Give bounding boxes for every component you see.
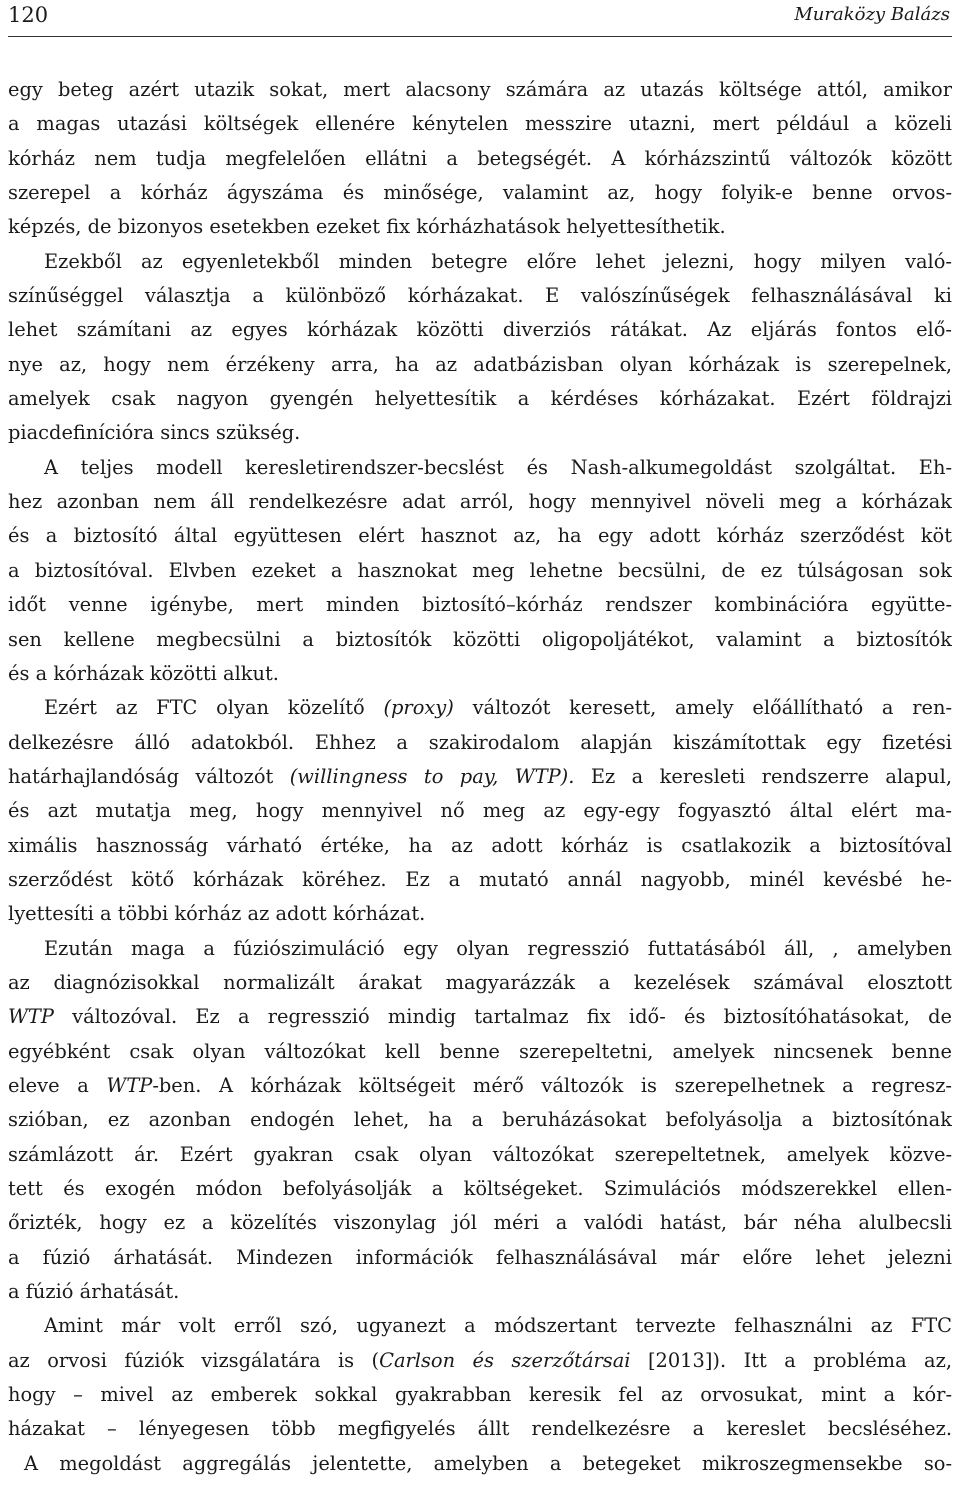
text-line: határhajlandóság változót (willingness to pay, WTP). Ez a keresleti rendszerre alapul, bbox=[8, 764, 952, 788]
text-line: és a kórházak közötti alkut. bbox=[8, 661, 279, 685]
text-line: A teljes modell keresletirendszer-becslést és Nash-alkumegoldást szolgáltat. Eh- bbox=[44, 455, 952, 479]
text-line: eleve a WTP-ben. A kórházak költségeit mérő változók is szerepelhetnek a regresz- bbox=[8, 1073, 952, 1097]
text-line: Ezután maga a fúziószimuláció egy olyan regresszió futtatásából áll, , amelyben bbox=[44, 936, 952, 960]
text-line: őrizték, hogy ez a közelítés viszonylag jól méri a valódi hatást, bár néha alulbecsli bbox=[8, 1211, 952, 1235]
text-line: Ezekből az egyenletekből minden betegre előre lehet jelezni, hogy milyen való- bbox=[44, 249, 952, 273]
text-line: a fúzió árhatását. bbox=[8, 1280, 180, 1304]
text-line: és azt mutatja meg, hogy mennyivel nő meg az egy-egy fogyasztó által elért ma- bbox=[8, 799, 952, 823]
text-line: az diagnózisokkal normalizált árakat magyarázzák a kezelések számával elosztott bbox=[8, 970, 952, 994]
running-head-author: Muraközy Balázs bbox=[794, 4, 950, 25]
header-rule bbox=[8, 36, 952, 37]
text-line: Ezért az FTC olyan közelítő (proxy) változót keresett, amely előállítható a ren- bbox=[44, 696, 952, 720]
body-text bbox=[8, 73, 952, 1481]
text-line: kórház nem tudja megfelelően ellátni a betegségét. A kórházszintű változók között bbox=[8, 146, 952, 170]
text-line: a fúzió árhatását. Mindezen információk felhasználásával már előre lehet jelezni bbox=[8, 1245, 952, 1269]
text-line: egyébként csak olyan változókat kell benne szerepeltetni, amelyek nincsenek benne bbox=[8, 1039, 952, 1063]
text-line: szióban, ez azonban endogén lehet, ha a beruházásokat befolyásolja a biztosítónak bbox=[8, 1108, 952, 1132]
text-line: időt venne igénybe, mert minden biztosító–kórház rendszer kombinációra együtte- bbox=[8, 593, 952, 617]
text-line: az orvosi fúziók vizsgálatára is (Carlson és szerzőtársai [2013]). Itt a probléma az, bbox=[8, 1348, 952, 1372]
text-line: tett és exogén módon befolyásolják a költségeket. Szimulációs módszerekkel ellen- bbox=[8, 1177, 952, 1200]
text-line: WTP változóval. Ez a regresszió mindig tartalmaz fix idő- és biztosítóhatásokat, de bbox=[8, 1005, 952, 1029]
page-number: 120 bbox=[8, 3, 49, 27]
text-line: házakat – lényegesen több megfigyelés állt rendelkezésre a kereslet becsléséhez. bbox=[8, 1417, 952, 1441]
page-header bbox=[8, 0, 952, 34]
text-line: és a biztosító által együttesen elért hasznot az, ha egy adott kórház szerződést köt bbox=[8, 524, 952, 548]
text-line: ximális hasznosság várható értéke, ha az adott kórház is csatlakozik a biztosítóval bbox=[8, 833, 952, 857]
text-line: piacdefinícióra sincs szükség. bbox=[8, 421, 301, 445]
text-line: színűséggel választja a különböző kórházakat. E valószínűségek felhasználásával ki bbox=[8, 284, 952, 308]
text-line: amelyek csak nagyon gyengén helyettesítik a kérdéses kórházakat. Ezért földrajzi bbox=[8, 387, 952, 411]
text-line: delkezésre álló adatokból. Ehhez a szakirodalom alapján kiszámítottak egy fizetési bbox=[8, 730, 952, 754]
text-line: sen kellene megbecsülni a biztosítók közötti oligopoljátékot, valamint a biztosítók bbox=[8, 627, 952, 651]
text-line: Amint már volt erről szó, ugyanezt a módszertant tervezte felhasználni az FTC bbox=[44, 1314, 952, 1338]
text-line: A megoldást aggregálás jelentette, amelyben a betegeket mikroszegmensekbe so- bbox=[24, 1451, 952, 1475]
text-line: nye az, hogy nem érzékeny arra, ha az adatbázisban olyan kórházak is szerepelnek, bbox=[8, 352, 952, 376]
text-line: szerződést kötő kórházak köréhez. Ez a mutató annál nagyobb, minél kevésbé he- bbox=[8, 867, 952, 891]
text-line: szerepel a kórház ágyszáma és minősége, valamint az, hogy folyik-e benne orvos- bbox=[8, 181, 952, 205]
text-line: számlázott ár. Ezért gyakran csak olyan változókat szerepeltetnek, amelyek közve- bbox=[8, 1142, 952, 1166]
text-line: lyettesíti a többi kórház az adott kórházat. bbox=[8, 902, 426, 926]
text-line: képzés, de bizonyos esetekben ezeket fix kórházhatások helyettesíthetik. bbox=[8, 215, 726, 239]
text-line: hogy – mivel az emberek sokkal gyakrabban keresik fel az orvosukat, mint a kór- bbox=[8, 1383, 952, 1407]
text-line: lehet számítani az egyes kórházak közötti diverziós rátákat. Az eljárás fontos elő- bbox=[8, 318, 952, 342]
text-line: hez azonban nem áll rendelkezésre adat arról, hogy mennyivel növeli meg a kórházak bbox=[8, 490, 952, 514]
text-line: egy beteg azért utazik sokat, mert alacsony számára az utazás költsége attól, amikor bbox=[8, 78, 952, 101]
text-line: a biztosítóval. Elvben ezeket a hasznokat meg lehetne becsülni, de ez túlságosan sok bbox=[8, 558, 952, 582]
text-line: a magas utazási költségek ellenére kénytelen messzire utazni, mert például a közeli bbox=[8, 112, 952, 136]
